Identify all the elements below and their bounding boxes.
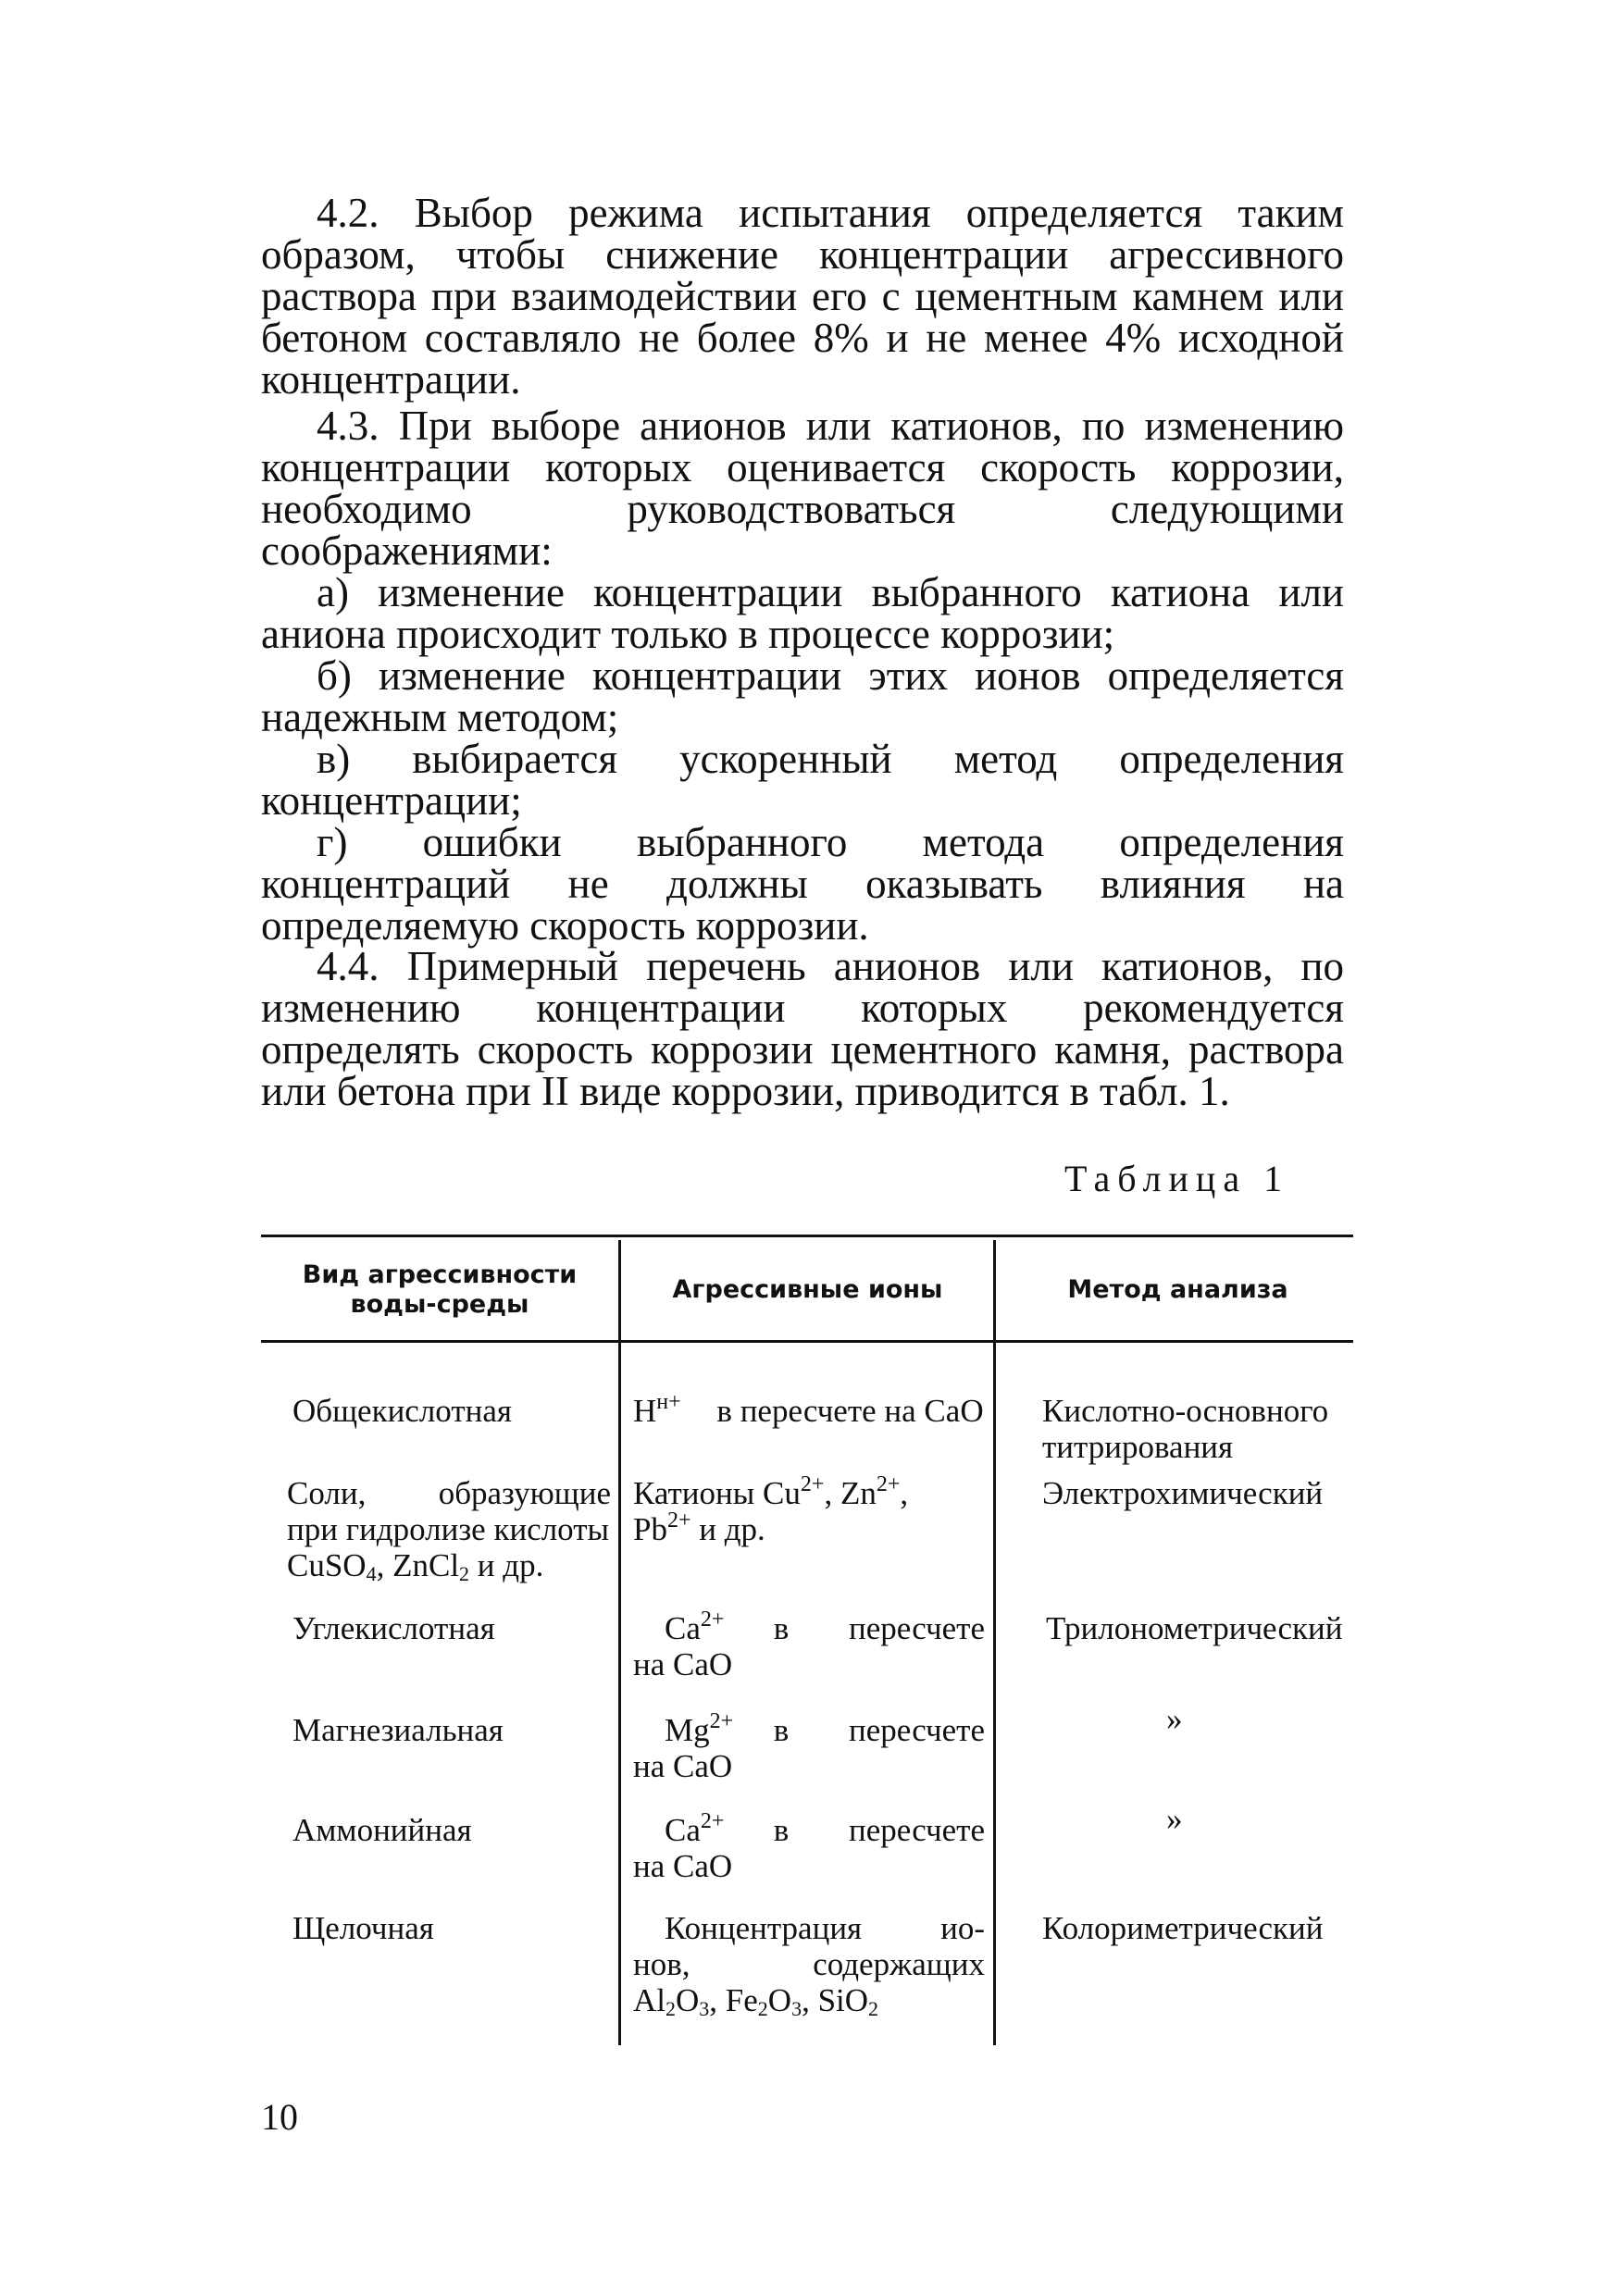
cell-method: Колориметрический	[1042, 1910, 1324, 1946]
list-item-b: б) изменение концентрации этих ионов определяется надежным методом;	[261, 652, 1344, 740]
list-item-g: г) ошибки выбранного метода определения концентраций не должны оказывать влияния на определяемую скорость коррозии.	[261, 819, 1344, 949]
cell-ions: Концентрация ио- нов, содержащих $Al_2O_3$, $Fe_2O_3$, SiO$_2$	[633, 1910, 985, 2020]
table-top-rule	[261, 1235, 1353, 1237]
table-caption: Таблица 1	[1064, 1158, 1290, 1199]
cell-type: Соли, образующие при гидролизе кислоты CuSO$_4$, ZnCl$_2$ и др.	[287, 1475, 611, 1585]
list-item-a: а) изменение концентрации выбранного катиона или аниона происходит только в процессе коррозии;	[261, 569, 1344, 657]
paragraph-4-2: 4.2. Выбор режима испытания определяется таким образом, чтобы снижение концентрации агрессивного раствора при взаимодействии его с цементным камнем или бетоном составляло не более 8% и не менее 4% исходной концентрации.	[261, 190, 1344, 403]
page-number: 10	[261, 2096, 298, 2138]
cell-method-ditto: »	[1166, 1801, 1183, 1837]
cell-ions: $Ca^{2+}$ в пересчете на CaO	[633, 1607, 985, 1682]
list-item-v: в) выбирается ускоренный метод определения концентрации;	[261, 736, 1344, 824]
paragraph-4-4: 4.4. Примерный перечень анионов или катионов, по изменению концентрации которых рекомендуется определять скорость коррозии цементного камня, раствора или бетона при II виде коррозии, приводится в табл. 1.	[261, 943, 1344, 1114]
cell-method-ditto: »	[1166, 1701, 1183, 1737]
header-analysis-method: Метод анализа	[1067, 1275, 1288, 1304]
cell-type: Углекислотная	[292, 1610, 495, 1646]
cell-type: Общекислотная	[292, 1393, 513, 1429]
cell-ions: $Ca^{2+}$ в пересчете на CaO	[633, 1809, 985, 1884]
cell-ions: $Mg^{2+}$ в пересчете на CaO	[633, 1709, 985, 1784]
cell-method: Электрохимический	[1042, 1475, 1324, 1511]
column-divider-1	[618, 1240, 621, 2045]
cell-ions: Катионы $Cu^{2+}$, $Zn^{2+}$, $Pb^{2+}$ и др.	[633, 1472, 909, 1547]
header-aggressive-ions: Агрессивные ионы	[672, 1275, 943, 1304]
cell-method: Трилонометрический	[1046, 1610, 1343, 1646]
column-divider-2	[993, 1240, 996, 2045]
paragraph-4-3: 4.3. При выборе анионов или катионов, по изменению концентрации которых оценивается скорость коррозии, необходимо руководствоваться следующими соображениями:	[261, 403, 1344, 574]
cell-type: Щелочная	[292, 1910, 434, 1946]
cell-type: Аммонийная	[292, 1812, 472, 1848]
cell-ions: $H^{н+}$ в пересчете на CaO	[633, 1390, 984, 1429]
cell-method: Кислотно-основного титрирования	[1042, 1393, 1329, 1465]
cell-type: Магнезиальная	[292, 1712, 504, 1748]
header-aggressiveness-type: Вид агрессивности воды-среды	[302, 1260, 578, 1319]
table-header-rule	[261, 1340, 1353, 1343]
